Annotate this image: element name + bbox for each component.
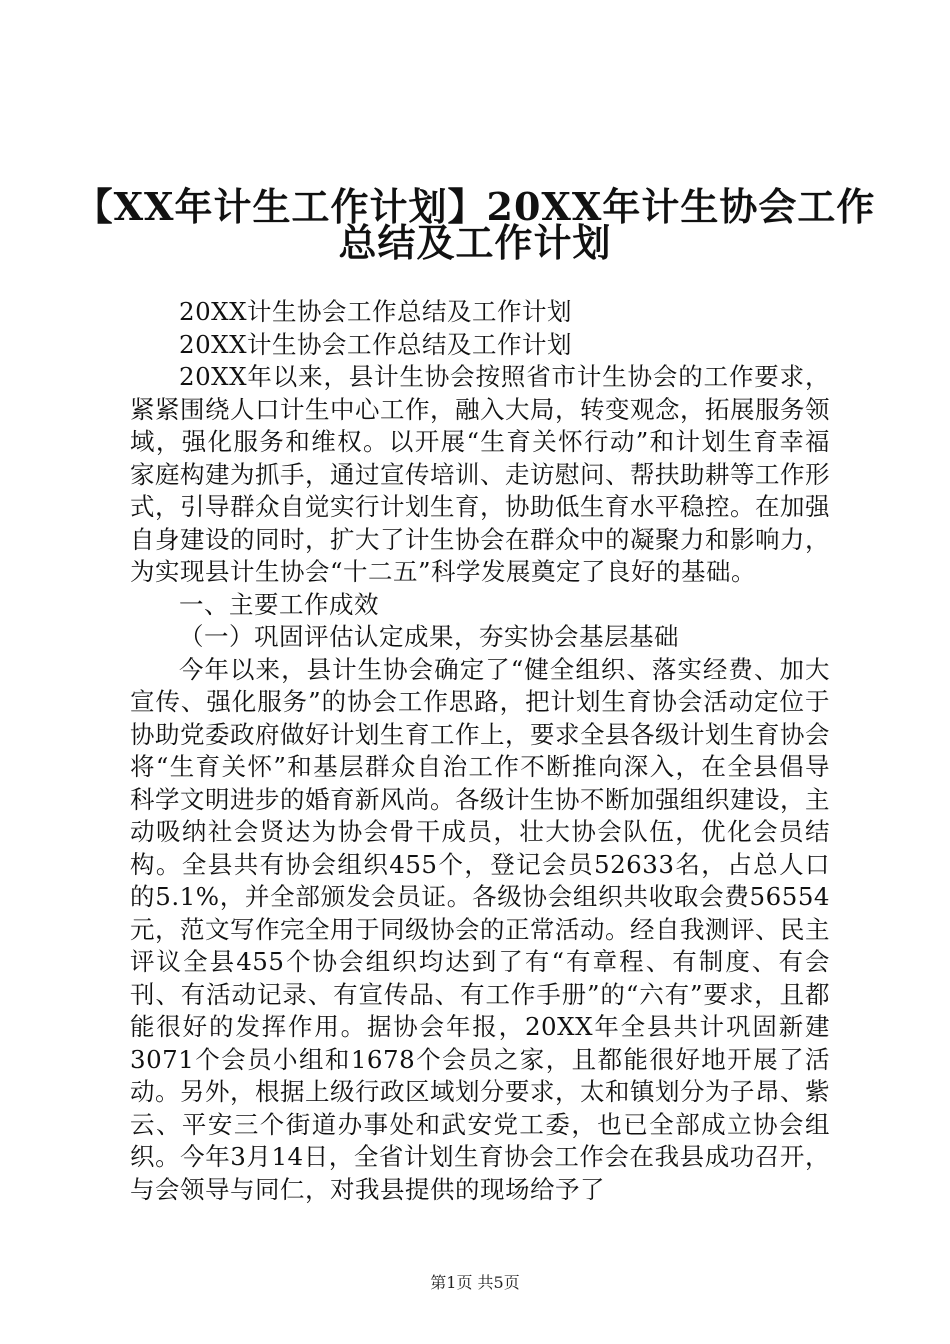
document-title-line-1: 【XX年计生工作计划】20XX年计生协会工作 <box>74 184 876 229</box>
page-footer: 第1页 共5页 <box>430 1273 520 1292</box>
subtitle-paragraph: 20XX计生协会工作总结及工作计划 <box>179 329 573 359</box>
subtitle-paragraph: 20XX计生协会工作总结及工作计划 <box>179 297 573 326</box>
intro-paragraph: 20XX年以来，县计生协会按照省市计生协会的工作要求，紧紧围绕人口计生中心工作，融入大局，转变观念，拓展服务领域，强化服务和维权。以开展“生育关怀行动”和计划生育幸福家庭构建为抓手，通过宣传培训、走访慰问、帮扶助耕等工作形式，引导群众自觉实行计划生育，协助低生育水平稳控。在加强自身建设的同时，扩大了计生协会在群众中的凝聚力和影响力，为实现县计生协会“十二五”科学发展奠定了良好的基础。 <box>130 362 830 586</box>
body-paragraph: 今年以来，县计生协会确定了“健全组织、落实经费、加大宣传、强化服务”的协会工作思路，把计划生育协会活动定位于协助党委政府做好计划生育工作上，要求全县各级计划生育协会将“生育关怀”和基层群众自治工作不断推向深入，在全县倡导科学文明进步的婚育新风尚。各级计生协不断加强组织建设，主动吸纳社会贤达为协会骨干成员，壮大协会队伍，优化会员结构。全县共有协会组织455个，登记会员52633名，占总人口的5.1%，并全部颁发会员证。各级协会组织共收取会费56554元，范文写作完全用于同级协会的正常活动。经自我测评、民主评议全县455个协会组织均达到了有“有章程、有制度、有会刊、有活动记录、有宣传品、有工作手册”的“六有”要求，且都能很好的发挥作用。据协会年报，20XX年全县共计巩固新建3071个会员小组和1678个会员之家，且都能很好地开展了活动。另外，根据上级行政区域划分要求，太和镇划分为子昂、紫云、平安三个街道办事处和武安党工委，也已全部成立协会组织。今年3月14日，全省计划生育协会工作会在我县成功召开，与会领导与同仁，对我县提供的现场给予了 <box>130 654 830 1204</box>
section-heading: 一、主要工作成效 <box>179 589 379 619</box>
document-title-line-2: 总结及工作计划 <box>338 220 612 265</box>
subsection-heading: （一）巩固评估认定成果，夯实协会基层基础 <box>179 622 679 651</box>
document-body <box>130 296 830 1206</box>
